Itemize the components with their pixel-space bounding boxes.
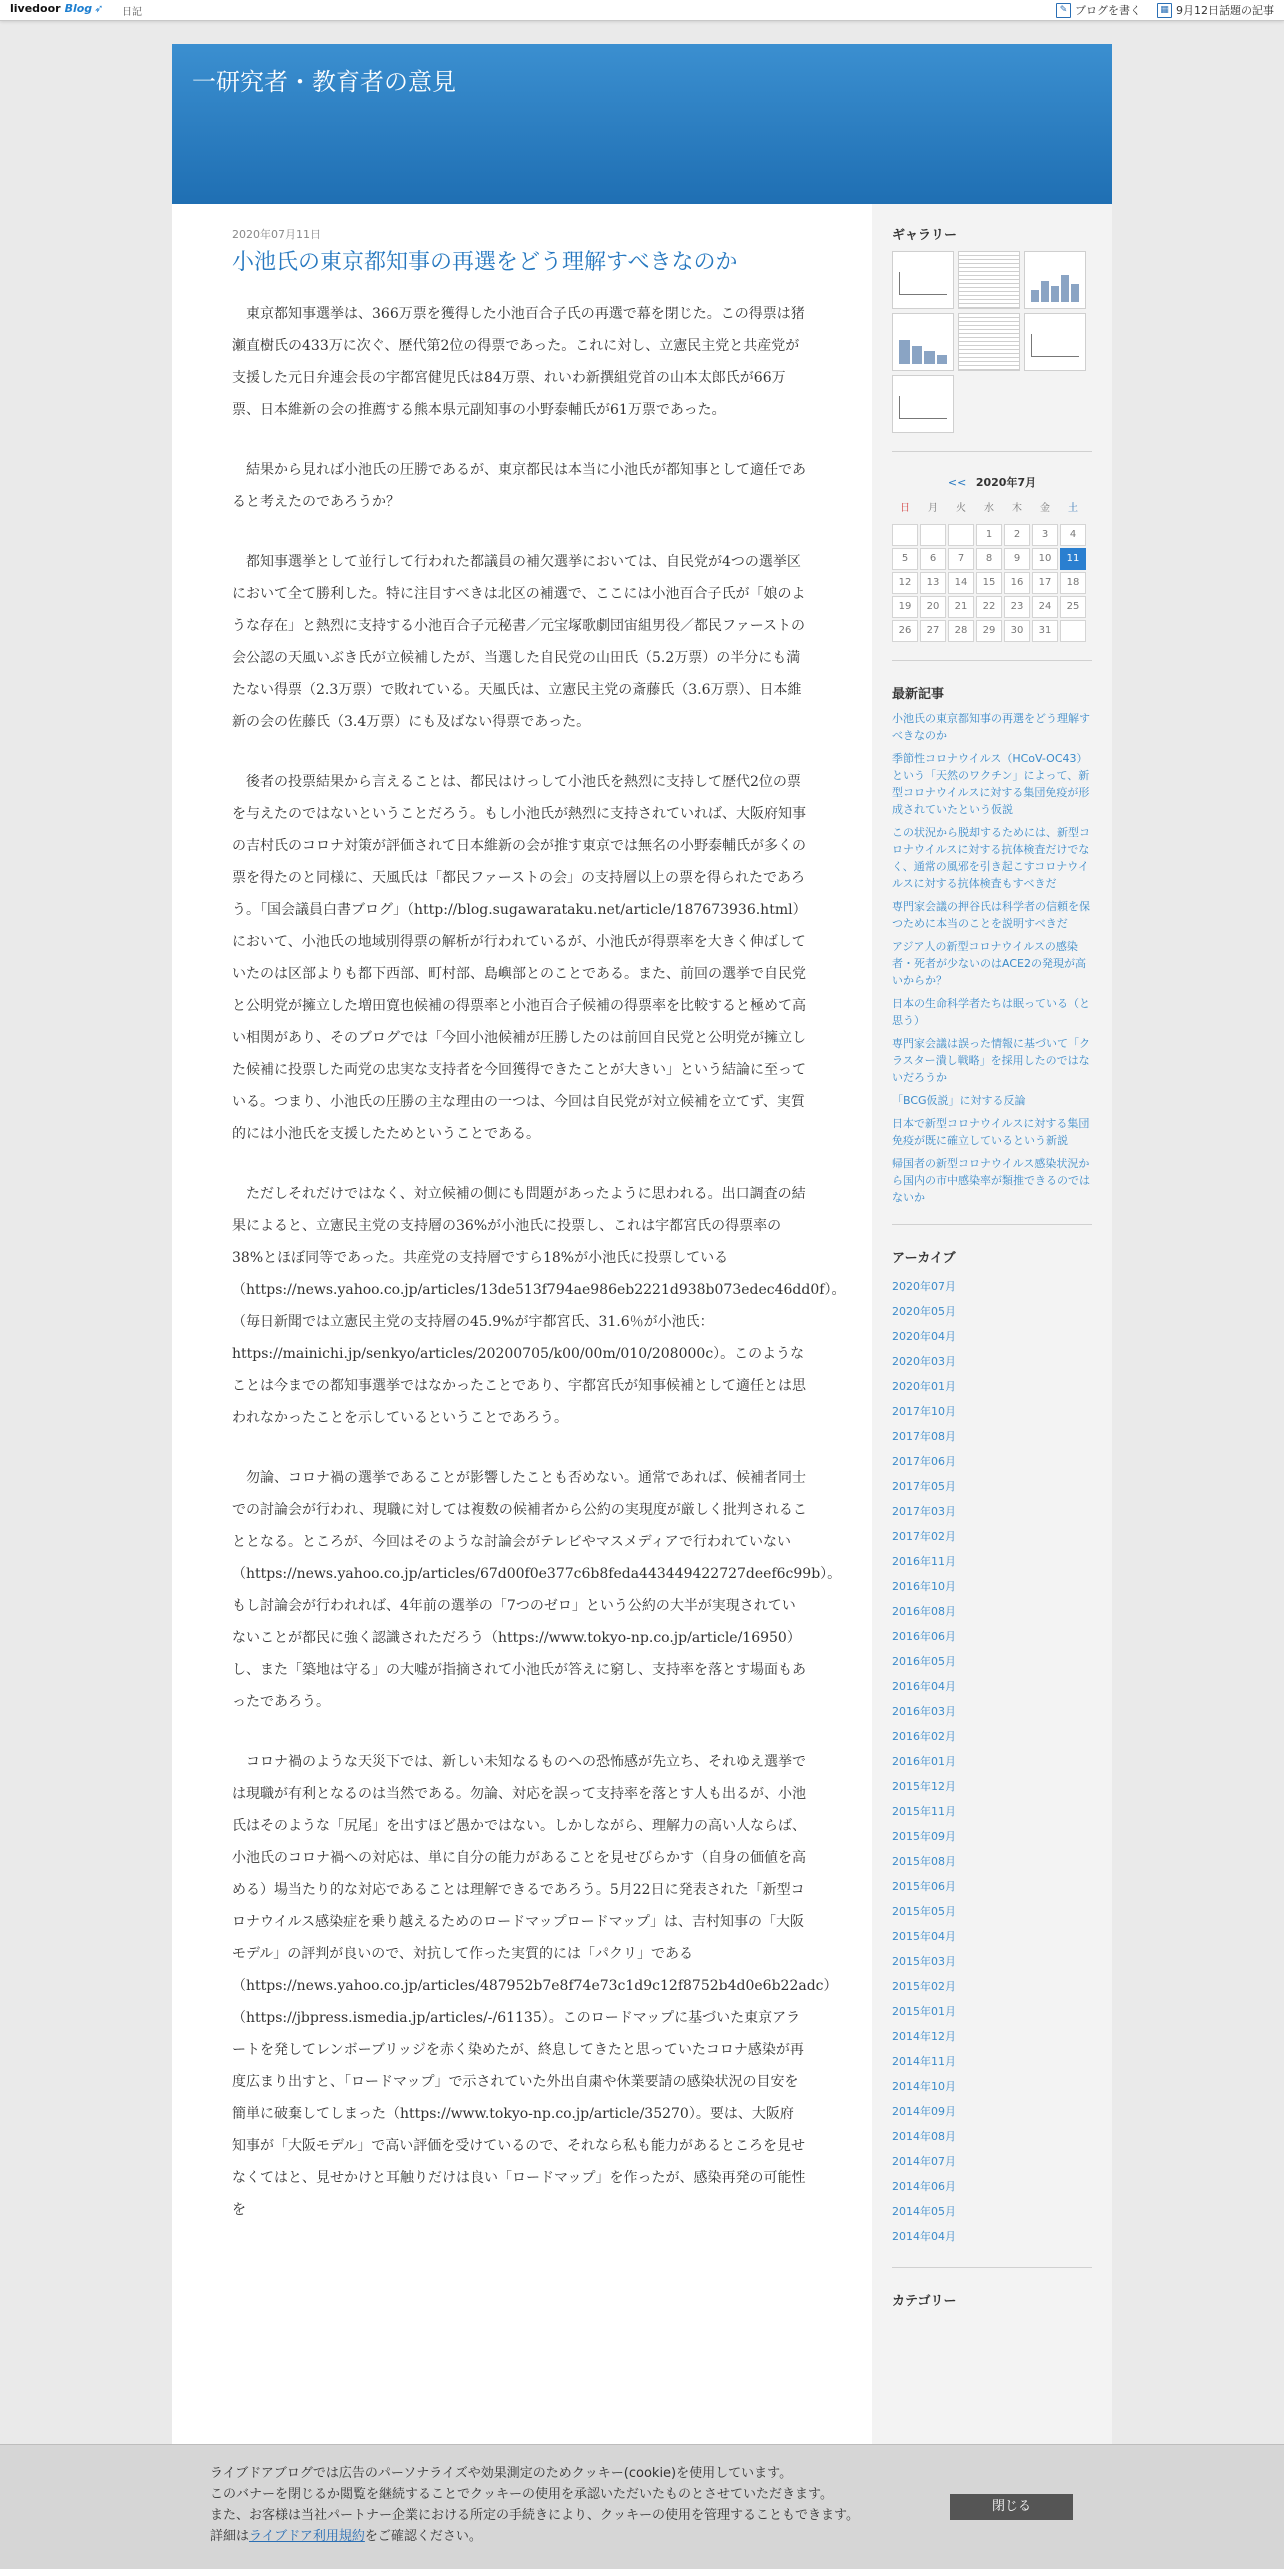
- post-paragraph: 結果から見れば小池氏の圧勝であるが、東京都民は本当に小池氏が都知事として適任であると考えたのであろうか？: [232, 462, 806, 510]
- cookie-message: [210, 2463, 930, 2547]
- main-column: [232, 204, 846, 2254]
- post-body: [232, 298, 846, 2226]
- calendar-icon: ▦: [1157, 3, 1172, 18]
- calendar-day: 7: [948, 548, 974, 570]
- calendar-day: [920, 524, 946, 546]
- archive-month-link[interactable]: 2015年01月: [892, 2005, 956, 2018]
- close-cookie-button[interactable]: 閉じる: [950, 2494, 1073, 2520]
- cookie-prefix: 詳細は: [210, 2529, 250, 2544]
- gallery-thumbnail[interactable]: [958, 313, 1020, 371]
- archive-month-link[interactable]: 2015年08月: [892, 1855, 956, 1868]
- archive-month-link[interactable]: 2014年08月: [892, 2130, 956, 2143]
- recent-post-link[interactable]: この状況から脱却するためには、新型コロナウイルスに対する抗体検査だけでなく、通常の風邪を引き起こすコロナウイルスに対する抗体検査もすべきだ: [892, 826, 1090, 890]
- pencil-icon: ✎: [1056, 3, 1071, 18]
- calendar-month: 2020年7月: [975, 476, 1037, 489]
- post-paragraph: 後者の投票結果から言えることは、都民はけっして小池氏を熱烈に支持して歴代2位の票を与えたのではないということだろう。もし小池氏が熱烈に支持されていれば、大阪府知事の吉村氏のコロナ対策が評価されて日本維新の会が推す東京では無名の小野泰輔氏が多くの票を得たのと同様に、天風氏は「都民ファーストの会」の支持層以上の票を得られたであろう。「国会議員白書ブログ」（http://blog.sugawarataku.net/article/187673936.html）において、小池氏の地域別得票の解析が行われているが、小池氏が得票率を大きく伸ばしていたのは区部よりも都下西部、町村部、島嶼部とのことである。また、前回の選挙で自民党と公明党が擁立した増田寛也候補の得票率と小池百合子候補の得票率を比較すると極めて高い相関があり、そのブログでは「今回小池候補が圧勝したのは前回自民党と公明党が擁立した候補に投票した両党の忠実な支持者を今回獲得できたことが大きい」という結論に至っている。つまり、小池氏の圧勝の主な理由の一つは、今回は自民党が対立候補を立てず、実質的には小池氏を支援したためということである。: [232, 774, 807, 1142]
- trending-articles-label: 9月12日話題の記事: [1176, 4, 1274, 17]
- top-navigation-bar: [0, 0, 1284, 21]
- calendar-day: 31: [1032, 620, 1058, 642]
- livedoor-blog-logo[interactable]: [10, 2, 103, 15]
- archive-month-link[interactable]: 2020年07月: [892, 1280, 956, 1293]
- calendar-day: 22: [976, 596, 1002, 618]
- post-date: 2020年07月11日: [232, 228, 321, 241]
- cookie-consent-banner: [0, 2444, 1284, 2569]
- archive-month-link[interactable]: 2017年02月: [892, 1530, 956, 1543]
- calendar-day: 17: [1032, 572, 1058, 594]
- gallery-thumbnail[interactable]: [1024, 251, 1086, 309]
- gallery-thumbnail[interactable]: [892, 251, 954, 309]
- archive-month-link[interactable]: 2020年04月: [892, 1330, 956, 1343]
- calendar-day: [892, 524, 918, 546]
- calendar-day: 3: [1032, 524, 1058, 546]
- calendar-day: 20: [920, 596, 946, 618]
- recent-post-link[interactable]: 小池氏の東京都知事の再選をどう理解すべきなのか: [892, 712, 1090, 742]
- gallery-thumbnail[interactable]: [958, 251, 1020, 309]
- recent-posts-heading: 最新記事: [892, 687, 945, 702]
- calendar-day: 10: [1032, 548, 1058, 570]
- gallery-heading: ギャラリー: [892, 228, 958, 243]
- recent-post-link[interactable]: 日本で新型コロナウイルスに対する集団免疫が既に確立しているという新説: [892, 1117, 1090, 1147]
- archive-month-link[interactable]: 2016年05月: [892, 1655, 956, 1668]
- sidebar-divider: [892, 2267, 1092, 2268]
- archive-month-link[interactable]: 2015年11月: [892, 1805, 956, 1818]
- cookie-line: このバナーを閉じるか閲覧を継続することでクッキーの使用を承認いただいたものとさせていただきます。: [210, 2487, 833, 2502]
- gallery-thumbnail[interactable]: [1024, 313, 1086, 371]
- post-paragraph: 東京都知事選挙は、366万票を獲得した小池百合子氏の再選で幕を閉じた。この得票は猪瀬直樹氏の433万に次ぐ、歴代第2位の得票であった。これに対し、立憲民主党と共産党が支援した元日弁連会長の宇都宮健児氏は84万票、れいわ新撰組党首の山本太郎氏が66万票、日本維新の会の推薦する熊本県元副知事の小野泰輔氏が61万票であった。: [232, 306, 805, 418]
- sidebar: [872, 204, 1112, 2568]
- write-blog-link[interactable]: [1056, 2, 1141, 18]
- calendar-weekday: 金: [1040, 503, 1050, 514]
- calendar-day: 13: [920, 572, 946, 594]
- archive-month-link[interactable]: 2014年12月: [892, 2030, 956, 2043]
- calendar-day: 18: [1060, 572, 1086, 594]
- calendar-day: 5: [892, 548, 918, 570]
- sidebar-divider: [892, 451, 1092, 452]
- archive-month-link[interactable]: 2015年12月: [892, 1780, 956, 1793]
- blog-title[interactable]: 一研究者・教育者の意見: [192, 68, 456, 96]
- recent-post-link[interactable]: 日本の生命科学者たちは眠っている（と思う）: [892, 997, 1090, 1027]
- calendar-day: 4: [1060, 524, 1086, 546]
- archive-month-link[interactable]: 2015年09月: [892, 1830, 956, 1843]
- recent-post-link[interactable]: 帰国者の新型コロナウイルス感染状況から国内の市中感染率が類推できるのではないか: [892, 1157, 1090, 1204]
- recent-post-link[interactable]: 季節性コロナウイルス（HCoV-OC43）という「天然のワクチン」によって、新型コロナウイルスに対する集団免疫が形成されていたという仮説: [892, 752, 1090, 816]
- calendar-day: 26: [892, 620, 918, 642]
- write-blog-label: ブログを書く: [1075, 4, 1141, 17]
- calendar-day: 6: [920, 548, 946, 570]
- sidebar-divider: [892, 1224, 1092, 1225]
- logo-blog-text: Blog: [64, 2, 93, 15]
- archive-month-link[interactable]: 2016年04月: [892, 1680, 956, 1693]
- calendar-weekday: 土: [1068, 503, 1078, 514]
- archive-month-link[interactable]: 2016年02月: [892, 1730, 956, 1743]
- category-heading: カテゴリー: [892, 2294, 957, 2309]
- calendar-day: 8: [976, 548, 1002, 570]
- post-paragraph: 都知事選挙として並行して行われた都議員の補欠選挙においては、自民党が4つの選挙区において全て勝利した。特に注目すべきは北区の補選で、ここには小池百合子氏が「娘のような存在」と熱烈に支持する小池百合子元秘書／元宝塚歌劇団宙組男役／都民ファーストの会公認の天風いぶき氏が立候補したが、当選した自民党の山田氏（5.2万票）の半分にも満たない得票（2.3万票）で敗れている。天風氏は、立憲民主党の斎藤氏（3.6万票）、日本維新の会の佐藤氏（3.4万票）にも及ばない得票であった。: [232, 554, 806, 730]
- calendar-weekday: 火: [956, 503, 966, 514]
- archive-month-link[interactable]: 2015年05月: [892, 1905, 956, 1918]
- post-paragraph: 勿論、コロナ禍の選挙であることが影響したことも否めない。通常であれば、候補者同士での討論会が行われ、現職に対しては複数の候補者から公約の実現度が厳しく批判されることとなる。ところが、今回はそのような討論会がテレビやマスメディアで行われていない（https://news.yahoo.co.jp/articles/67d00f0e377c6b8feda443449422727deef6c99b）。もし討論会が行われれば、4年前の選挙の「7つのゼロ」という公約の大半が実現されていないことが都民に強く認識されただろう（https://www.tokyo-np.co.jp/article/16950）し、また「築地は守る」の大嘘が指摘されて小池氏が答えに窮し、支持率を落とす場面もあったであろう。: [232, 1470, 842, 1710]
- calendar-weekday: 日: [900, 503, 910, 514]
- calendar-day[interactable]: 11: [1060, 548, 1086, 570]
- cookie-line: [210, 2526, 930, 2547]
- terms-of-use-link[interactable]: ライブドア利用規約: [249, 2529, 365, 2544]
- calendar-day: 1: [976, 524, 1002, 546]
- archive-month-link[interactable]: 2015年06月: [892, 1880, 956, 1893]
- calendar-day: 21: [948, 596, 974, 618]
- logo-text: livedoor: [10, 2, 61, 15]
- archive-month-link[interactable]: 2017年06月: [892, 1455, 956, 1468]
- archive-month-link[interactable]: 2016年03月: [892, 1705, 956, 1718]
- calendar-day: 27: [920, 620, 946, 642]
- archive-list: [892, 1274, 1092, 2249]
- trending-articles-link[interactable]: [1157, 2, 1274, 18]
- calendar-nav: [892, 474, 1092, 490]
- post-paragraph: ただしそれだけではなく、対立候補の側にも問題があったように思われる。出口調査の結果によると、立憲民主党の支持層の36%が小池氏に投票し、これは宇都宮氏の得票率の38%とほぼ同等であった。共産党の支持層ですら18%が小池氏に投票している（https://news.yahoo.co.jp/articles/13de513f794ae986eb2221d938b073edec46dd0f）。（毎日新聞では立憲民主党の支持層の45.9%が宇都宮氏、31.6％が小池氏：https://mainichi.jp/senkyo/articles/20200705/k00/00m/010/208000c）。このようなことは今までの都知事選挙ではなかったことであり、宇都宮氏が知事候補として適任とは思われなかったことを示しているということであろう。: [232, 1186, 846, 1426]
- calendar-day: 15: [976, 572, 1002, 594]
- calendar-prev-link[interactable]: <<: [947, 476, 967, 489]
- blog-page: [172, 44, 1112, 2568]
- calendar-day: [1060, 620, 1086, 642]
- calendar-grid: [892, 500, 1092, 642]
- archive-month-link[interactable]: 2017年05月: [892, 1480, 956, 1493]
- archive-month-link[interactable]: 2015年02月: [892, 1980, 956, 1993]
- archive-month-link[interactable]: 2014年07月: [892, 2155, 956, 2168]
- calendar-day: 16: [1004, 572, 1030, 594]
- recent-post-link[interactable]: 専門家会議の押谷氏は科学者の信頼を保つために本当のことを説明すべきだ: [892, 900, 1090, 930]
- archive-month-link[interactable]: 2016年11月: [892, 1555, 956, 1568]
- archive-month-link[interactable]: 2014年10月: [892, 2080, 956, 2093]
- archive-month-link[interactable]: 2014年09月: [892, 2105, 956, 2118]
- calendar-day: 9: [1004, 548, 1030, 570]
- calendar-weekday: 月: [928, 503, 938, 514]
- calendar-day: 19: [892, 596, 918, 618]
- calendar-day: 28: [948, 620, 974, 642]
- archive-month-link[interactable]: 2016年01月: [892, 1755, 956, 1768]
- recent-post-link[interactable]: アジア人の新型コロナウイルスの感染者・死者が少ないのはACE2の発現が高いからか？: [892, 940, 1086, 987]
- archive-month-link[interactable]: 2020年05月: [892, 1305, 956, 1318]
- post-paragraph: コロナ禍のような天災下では、新しい未知なるものへの恐怖感が先立ち、それゆえ選挙では現職が有利となるのは当然である。勿論、対応を誤って支持率を落とす人も出るが、小池氏はそのような「尻尾」を出すほど愚かではない。しかしながら、理解力の高い人ならば、小池氏のコロナ禍への対応は、単に自分の能力があることを見せびらかす（自身の価値を高める）場当たり的な対応であることは理解できるであろう。5月22日に発表された「新型コロナウイルス感染症を乗り越えるためのロードマップロードマップ」は、吉村知事の「大阪モデル」の評判が良いので、対抗して作った実質的には「パクリ」である（https://news.yahoo.co.jp/articles/487952b7e8f74e73c1d9c12f8752b4d0e6b22adc）（https://jbpress.ismedia.jp/articles/-/61135）。このロードマップに基づいた東京アラートを発してレンボーブリッジを赤く染めたが、終息してきたと思っていたコロナ感染が再度広まり出すと、「ロードマップ」で示されていた外出自粛や休業要請の感染状況の目安を簡単に破棄してしまった（https://www.tokyo-np.co.jp/article/35270）。要は、大阪府知事が「大阪モデル」で高い評価を受けているので、それなら私も能力があるところを見せなくてはと、見せかけと耳触りだけは良い「ロードマップ」を作ったが、感染再発の可能性を: [232, 1754, 838, 2218]
- archive-month-link[interactable]: 2014年05月: [892, 2205, 956, 2218]
- calendar-day: 14: [948, 572, 974, 594]
- cookie-line: また、お客様は当社パートナー企業における所定の手続きにより、クッキーの使用を管理することもできます。: [210, 2508, 859, 2523]
- archive-heading: アーカイブ: [892, 1251, 956, 1266]
- calendar-day: 12: [892, 572, 918, 594]
- calendar-day: 24: [1032, 596, 1058, 618]
- cookie-line: ライブドアブログでは広告のパーソナライズや効果測定のためクッキー(cookie)を使用しています。: [210, 2466, 793, 2481]
- archive-month-link[interactable]: 2016年10月: [892, 1580, 956, 1593]
- gallery-thumbnail[interactable]: [892, 375, 954, 433]
- calendar-day: 25: [1060, 596, 1086, 618]
- blog-header: [172, 44, 1112, 204]
- archive-month-link[interactable]: 2014年04月: [892, 2230, 956, 2243]
- archive-month-link[interactable]: 2016年06月: [892, 1630, 956, 1643]
- recent-post-link[interactable]: 「BCG仮説」に対する反論: [892, 1094, 1026, 1107]
- diary-link[interactable]: 日記: [122, 7, 142, 18]
- archive-month-link[interactable]: 2015年04月: [892, 1930, 956, 1943]
- sidebar-divider: [892, 660, 1092, 661]
- archive-month-link[interactable]: 2016年08月: [892, 1605, 956, 1618]
- archive-month-link[interactable]: 2017年10月: [892, 1405, 956, 1418]
- archive-month-link[interactable]: 2014年11月: [892, 2055, 956, 2068]
- archive-month-link[interactable]: 2014年06月: [892, 2180, 956, 2193]
- calendar-weekday: 水: [984, 503, 994, 514]
- calendar-day: 29: [976, 620, 1002, 642]
- recent-posts-list: [892, 710, 1092, 1206]
- calendar-day: 23: [1004, 596, 1030, 618]
- cookie-suffix: をご確認ください。: [364, 2529, 482, 2544]
- recent-post-link[interactable]: 専門家会議は誤った情報に基づいて「クラスター潰し戦略」を採用したのではないだろうか: [892, 1037, 1090, 1084]
- archive-month-link[interactable]: 2015年03月: [892, 1955, 956, 1968]
- calendar-weekday: 木: [1012, 503, 1022, 514]
- archive-month-link[interactable]: 2020年01月: [892, 1380, 956, 1393]
- calendar-day: 30: [1004, 620, 1030, 642]
- archive-month-link[interactable]: 2017年03月: [892, 1505, 956, 1518]
- calendar-day: 2: [1004, 524, 1030, 546]
- calendar-day: [948, 524, 974, 546]
- content-area: [172, 204, 1112, 2568]
- archive-month-link[interactable]: 2020年03月: [892, 1355, 956, 1368]
- logo-wing-icon: ➶: [94, 2, 104, 15]
- post-title[interactable]: 小池氏の東京都知事の再選をどう理解すべきなのか: [232, 250, 738, 275]
- gallery: [892, 251, 1092, 433]
- archive-month-link[interactable]: 2017年08月: [892, 1430, 956, 1443]
- gallery-thumbnail[interactable]: [892, 313, 954, 371]
